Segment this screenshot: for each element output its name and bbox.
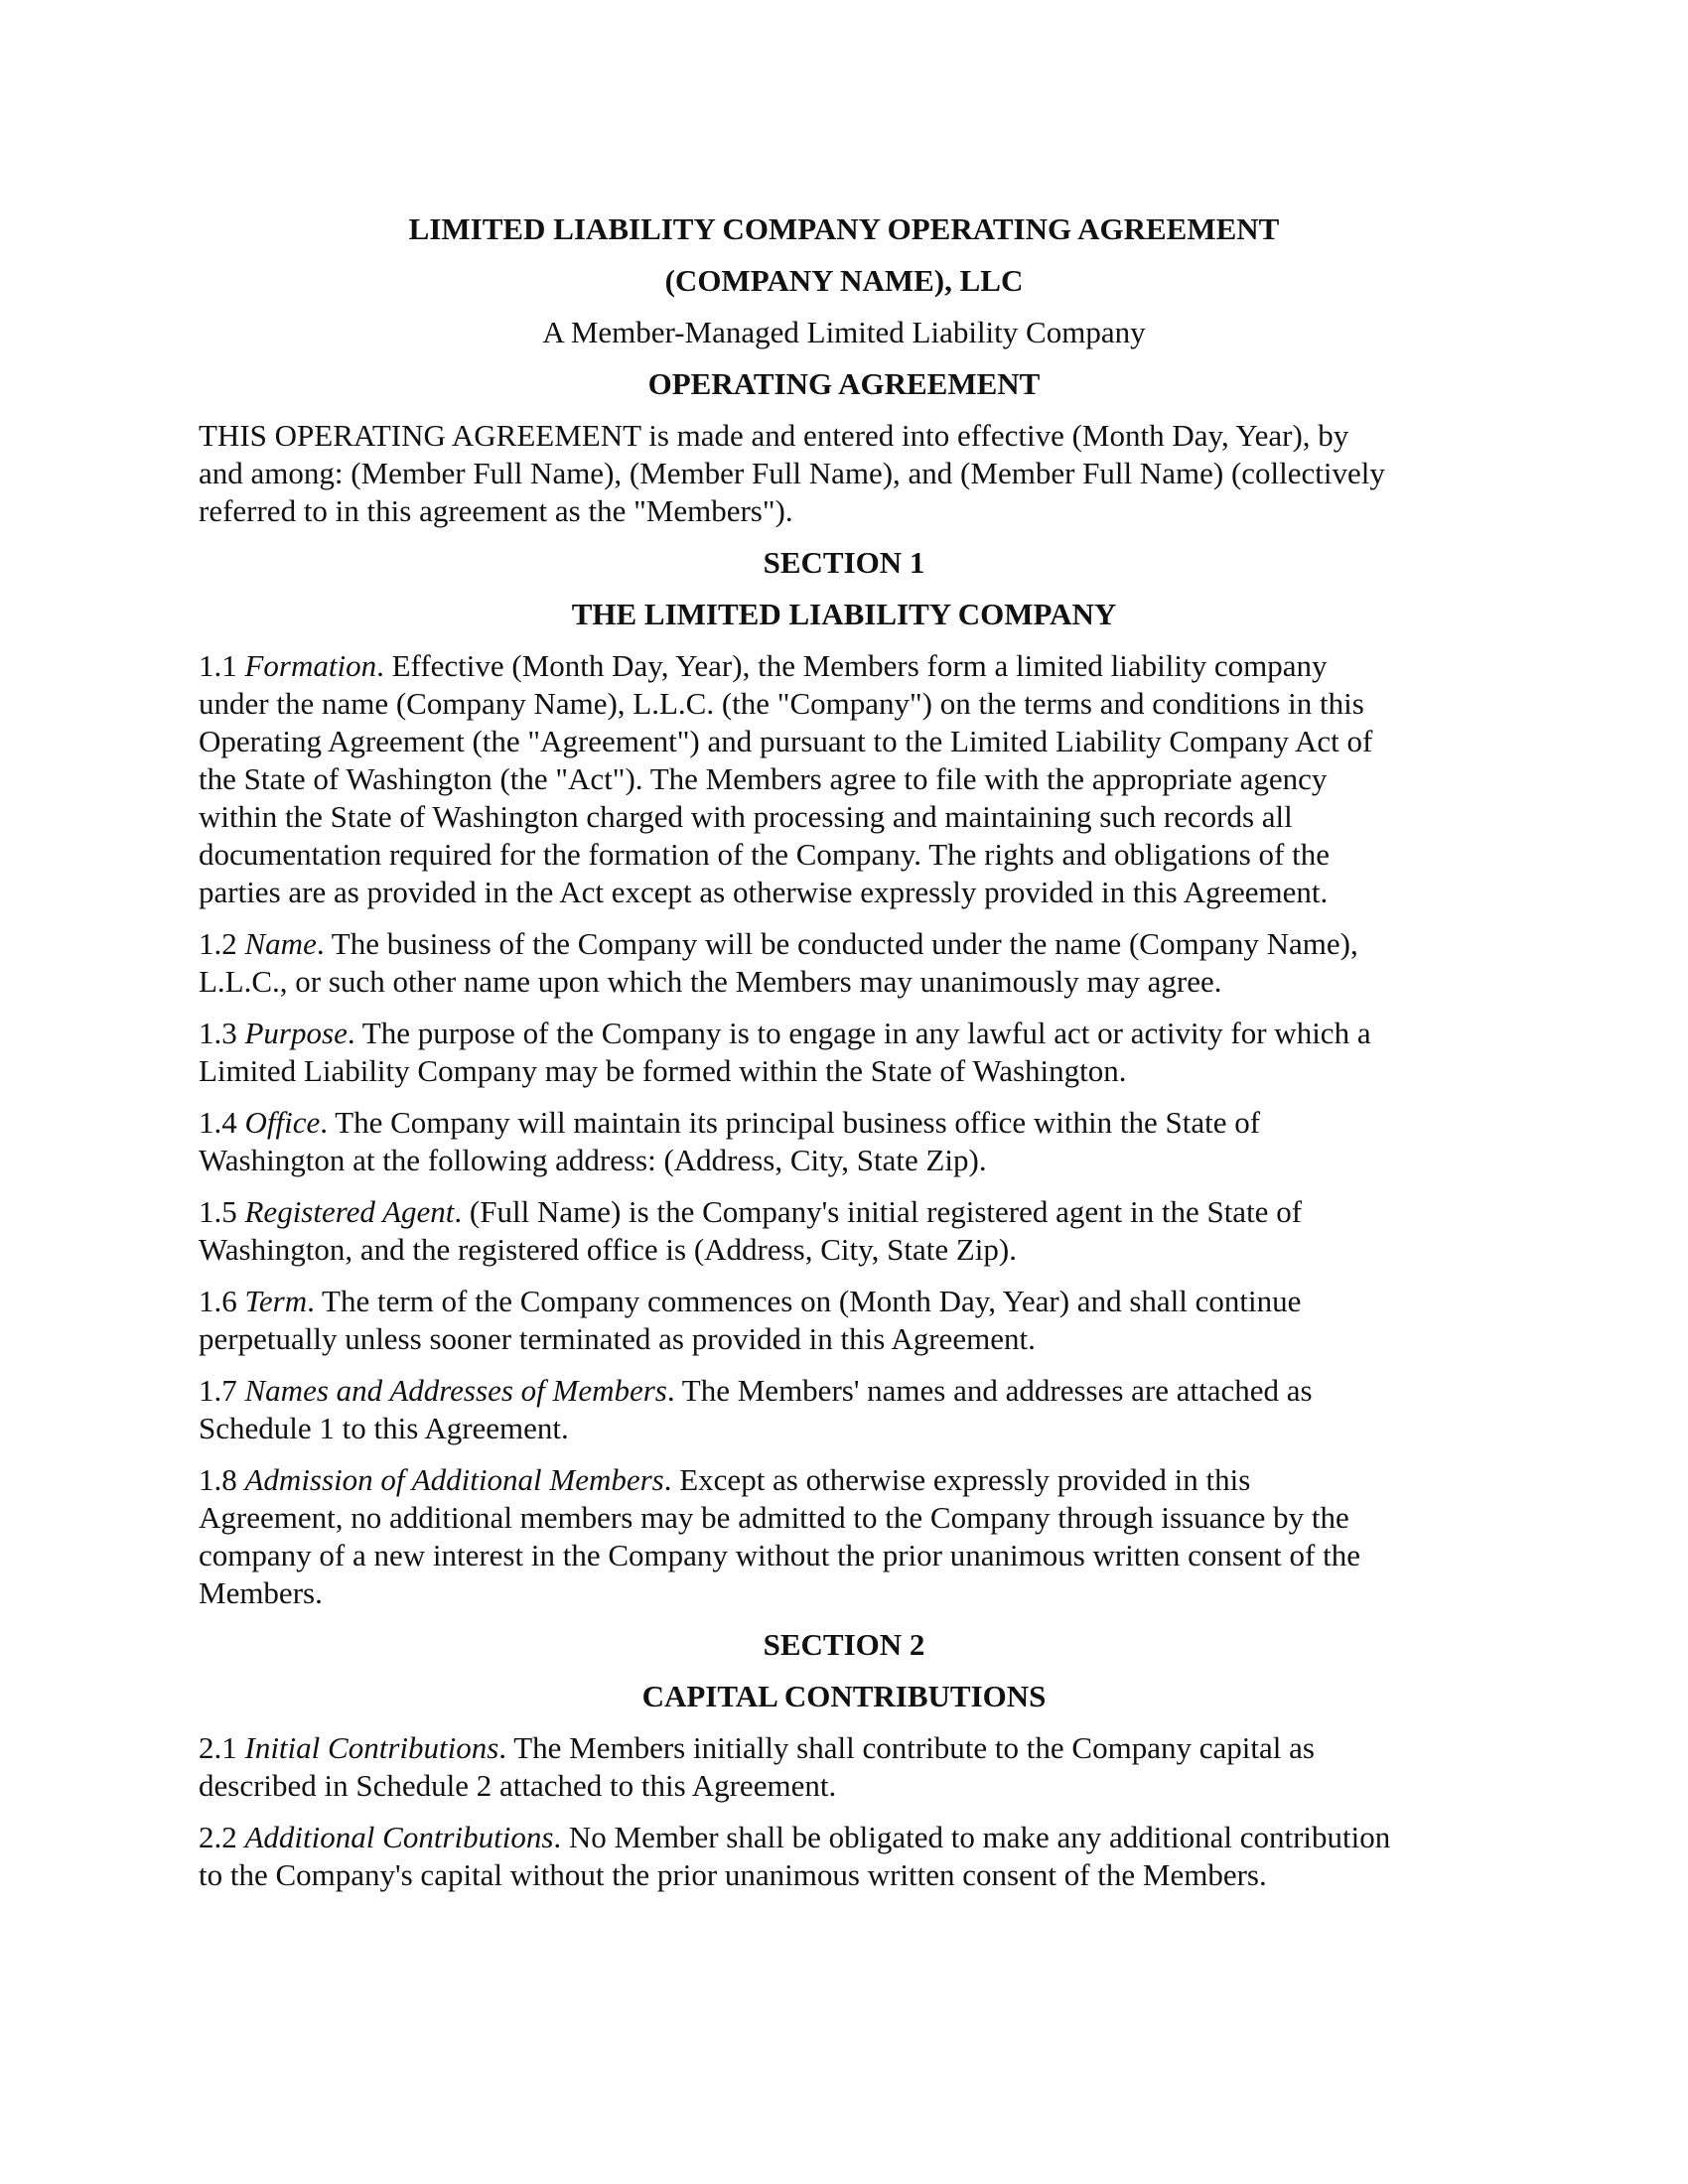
clause-first-line <box>199 1015 1489 1052</box>
clause-term: Names and Addresses of Members <box>244 1373 667 1408</box>
clause-line: under the name (Company Name), L.L.C. (the "Company") on the terms and conditions in this <box>199 686 1364 721</box>
clause-term: Term <box>244 1284 308 1318</box>
clause-number: 1.5 <box>199 1194 245 1229</box>
section-2-label: SECTION 2 <box>763 1627 925 1662</box>
clause-line: L.L.C., or such other name upon which the Members may unanimously may agree. <box>199 964 1222 999</box>
document-title: LIMITED LIABILITY COMPANY OPERATING AGREEMENT <box>408 211 1280 246</box>
intro-line: and among: (Member Full Name), (Member Full Name), and (Member Full Name) (collectively <box>199 456 1385 490</box>
clause-line: described in Schedule 2 attached to this Agreement. <box>199 1768 837 1803</box>
clause-2-2 <box>199 1819 1489 1894</box>
clause-term: Purpose <box>244 1016 348 1050</box>
clause-text: . (Full Name) is the Company's initial registered agent in the State of <box>454 1194 1303 1229</box>
clause-1-3 <box>199 1015 1489 1090</box>
clause-first-line <box>199 1729 1489 1767</box>
section-1-title: THE LIMITED LIABILITY COMPANY <box>571 597 1117 631</box>
section-1-label: SECTION 1 <box>763 545 925 580</box>
clause-line: documentation required for the formation of the Company. The rights and obligations of the <box>199 837 1330 872</box>
clause-line: Washington, and the registered office is (Address, City, State Zip). <box>199 1232 1017 1267</box>
clause-line: Members. <box>199 1575 323 1610</box>
clause-1-8 <box>199 1461 1489 1612</box>
clause-first-line <box>199 925 1489 963</box>
clause-first-line <box>199 1372 1489 1410</box>
document-subtitle: A Member-Managed Limited Liability Company <box>542 315 1146 349</box>
clause-1-6 <box>199 1283 1489 1358</box>
clause-1-7 <box>199 1372 1489 1447</box>
clause-number: 2.2 <box>199 1820 245 1854</box>
clause-term: Name <box>244 926 317 961</box>
section-2-title: CAPITAL CONTRIBUTIONS <box>641 1679 1047 1713</box>
clause-line: Agreement, no additional members may be admitted to the Company through issuance by the <box>199 1500 1349 1535</box>
clause-term: Admission of Additional Members <box>244 1462 664 1497</box>
clause-term: Initial Contributions <box>244 1730 499 1765</box>
document-page <box>199 210 1489 1908</box>
clause-2-1 <box>199 1729 1489 1805</box>
clause-text: . Effective (Month Day, Year), the Members form a limited liability company <box>376 648 1328 683</box>
clause-line: Washington at the following address: (Address, City, State Zip). <box>199 1143 987 1177</box>
clause-term: Additional Contributions <box>244 1820 554 1854</box>
clause-text: . The Members' names and addresses are attached as <box>666 1373 1313 1408</box>
clause-line: Operating Agreement (the "Agreement") and pursuant to the Limited Liability Company Act of <box>199 724 1373 758</box>
clause-first-line <box>199 1104 1489 1142</box>
clause-1-5 <box>199 1193 1489 1269</box>
clause-number: 1.7 <box>199 1373 245 1408</box>
clause-1-1 <box>199 647 1489 911</box>
clause-term: Registered Agent <box>244 1194 455 1229</box>
intro-line: referred to in this agreement as the "Members"). <box>199 493 793 528</box>
clause-first-line <box>199 1819 1489 1856</box>
clause-number: 1.8 <box>199 1462 245 1497</box>
clause-number: 1.1 <box>199 648 245 683</box>
clause-line: perpetually unless sooner terminated as provided in this Agreement. <box>199 1321 1036 1356</box>
clause-line: parties are as provided in the Act except as otherwise expressly provided in this Agreement. <box>199 875 1329 909</box>
agreement-heading: OPERATING AGREEMENT <box>647 366 1041 401</box>
clause-line: to the Company's capital without the prior unanimous written consent of the Members. <box>199 1857 1267 1892</box>
clause-text: . The business of the Company will be conducted under the name (Company Name), <box>316 926 1358 961</box>
intro-line: THIS OPERATING AGREEMENT is made and entered into effective (Month Day, Year), by <box>199 418 1349 453</box>
clause-line: Limited Liability Company may be formed within the State of Washington. <box>199 1053 1127 1088</box>
clause-line: company of a new interest in the Company without the prior unanimous written consent of the <box>199 1538 1360 1572</box>
clause-1-2 <box>199 925 1489 1001</box>
clause-first-line <box>199 647 1489 685</box>
clause-number: 1.2 <box>199 926 245 961</box>
clause-text: . The term of the Company commences on (Month Day, Year) and shall continue <box>307 1284 1302 1318</box>
clause-line: within the State of Washington charged with processing and maintaining such records all <box>199 799 1293 834</box>
intro-paragraph <box>199 417 1489 530</box>
clause-line: Schedule 1 to this Agreement. <box>199 1411 569 1445</box>
company-name: (COMPANY NAME), LLC <box>664 263 1024 298</box>
clause-text: . No Member shall be obligated to make any additional contribution <box>553 1820 1391 1854</box>
clause-term: Office <box>244 1105 321 1140</box>
clause-first-line <box>199 1461 1489 1499</box>
clause-text: . The purpose of the Company is to engage in any lawful act or activity for which a <box>347 1016 1371 1050</box>
clause-first-line <box>199 1193 1489 1231</box>
clause-text: . The Members initially shall contribute to the Company capital as <box>498 1730 1315 1765</box>
clause-text: . Except as otherwise expressly provided in this <box>663 1462 1251 1497</box>
clause-term: Formation <box>244 648 377 683</box>
clause-number: 1.4 <box>199 1105 245 1140</box>
clause-line: the State of Washington (the "Act"). The Members agree to file with the appropriate agency <box>199 761 1328 796</box>
clause-text: . The Company will maintain its principal business office within the State of <box>320 1105 1261 1140</box>
clause-1-4 <box>199 1104 1489 1179</box>
clause-number: 1.6 <box>199 1284 245 1318</box>
clause-first-line <box>199 1283 1489 1320</box>
clause-number: 1.3 <box>199 1016 245 1050</box>
clause-number: 2.1 <box>199 1730 245 1765</box>
